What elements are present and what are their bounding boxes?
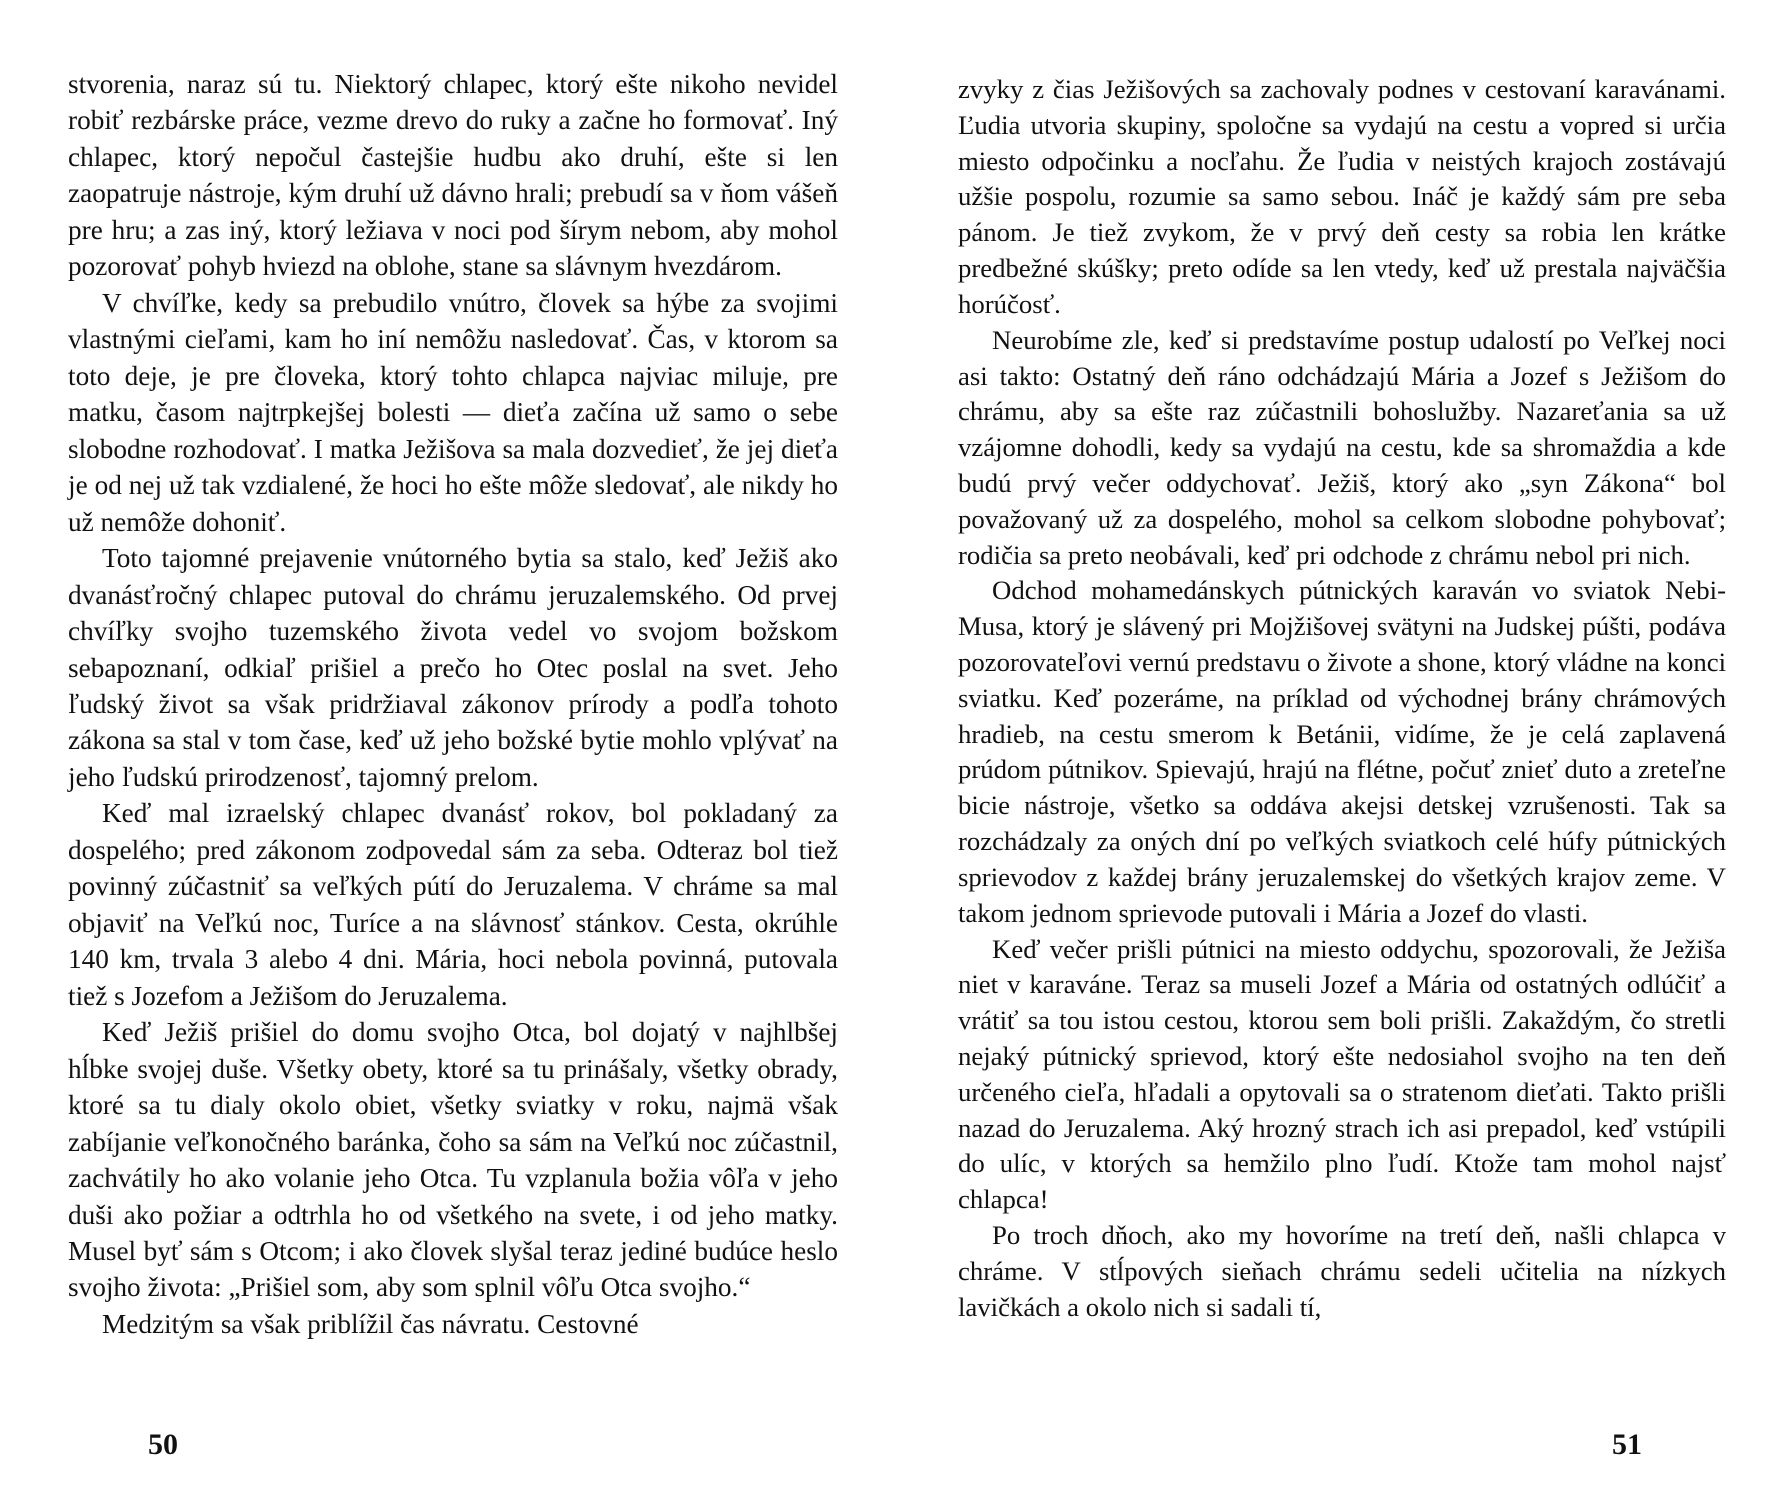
paragraph: Keď mal izraelský chlapec dvanásť rokov, bol pokladaný za dospelého; pred zákonom zodpovedal sám za seba. Odteraz bol tiež povinný zúčastniť sa veľkých pútí do Jeruzalema. V chráme sa mal objaviť na Veľkú noc, Turíce a na slávnosť stánkov. Cesta, okrúhle 140 km, trvala 3 alebo 4 dni. Mária, hoci nebola povinná, putovala tiež s Jozefom a Ježišom do Jeruzalema. — [68, 798, 838, 1011]
paragraph: Keď večer prišli pútnici na miesto oddychu, spozorovali, že Ježiša niet v karaváne. Teraz sa museli Jozef a Mária od ostatných odlúčiť a vrátiť sa tou istou cestou, ktorou sem boli prišli. Zakaždým, čo stretli nejaký pútnický sprievod, ktorý ešte nedosiahol svojho na ten deň určeného cieľa, hľadali a opytovali sa o stratenom dieťati. Takto prišli nazad do Jeruzalema. Aký hrozný strach ich asi prepadol, keď vstúpili do ulíc, v ktorých sa hemžilo plno ľudí. Ktože tam mohol najsť chlapca! — [958, 933, 1726, 1215]
paragraph: Odchod mohamedánskych pútnických karaván vo sviatok Nebi-Musa, ktorý je slávený pri Mojžišovej svätyni na Judskej púšti, podáva pozorovateľovi vernú predstavu o živote a shone, ktorý vládne na konci sviatku. Keď pozeráme, na príklad od východnej brány chrámových hradieb, na cestu smerom k Betánii, vidíme, že je celá zaplavená prúdom pútnikov. Spievajú, hrajú na flétne, počuť znieť duto a zreteľne bicie nástroje, všetko sa oddáva akejsi detskej vzrušenosti. Tak sa rozchádzaly za oných dní po veľkých sviatkoch celé húfy pútnických sprievodov z každej brány jeruzalemskej do všetkých krajov zeme. V takom jednom sprievode putovali i Mária a Jozef do vlasti. — [958, 575, 1726, 928]
right-page-body — [958, 72, 1726, 1325]
paragraph: Medzitým sa však priblížil čas návratu. Cestovné — [102, 1308, 639, 1339]
paragraph: zvyky z čias Ježišových sa zachovaly podnes v cestovaní karavánami. Ľudia utvoria skupiny, spoločne sa vydajú na cestu a vopred si určia miesto odpočinku a nocľahu. Že ľudia v neistých krajoch zostávajú užšie pospolu, rozumie sa samo sebou. Ináč je každý sám pre seba pánom. Je tiež zvykom, že v prvý deň cesty sa robia len krátke predbežné skúšky; preto odíde sa len vtedy, keď už prestala najväčšia horúčosť. — [958, 74, 1726, 319]
paragraph: Toto tajomné prejavenie vnútorného bytia sa stalo, keď Ježiš ako dvanásťročný chlapec putoval do chrámu jeruzalemského. Od prvej chvíľky svojho tuzemského života vedel vo svojom božskom sebapoznaní, odkiaľ prišiel a prečo ho Otec poslal na svet. Jeho ľudský život sa však pridržiaval zákonov prírody a podľa tohoto zákona sa stal v tom čase, keď už jeho božské bytie mohlo vplývať na jeho ľudskú prirodzenosť, tajomný prelom. — [68, 543, 838, 792]
paragraph: Keď Ježiš prišiel do domu svojho Otca, bol dojatý v najhlbšej hĺbke svojej duše. Všetky obety, ktoré sa tu prinášaly, všetky obrady, ktoré sa tu dialy okolo obiet, všetky sviatky v roku, najmä však zabíjanie veľkonočného baránka, čoho sa sám na Veľkú noc zúčastnil, zachvátily ho ako volanie jeho Otca. Tu vzplanula božia vôľa v jeho duši ako požiar a odtrhla ho od všetkého na svete, i od jeho matky. Musel byť sám s Otcom; i ako človek slyšal teraz jediné budúce heslo svojho života: „Prišiel som, aby som splnil vôľu Otca svojho.“ — [68, 1017, 838, 1303]
paragraph: Po troch dňoch, ako my hovoríme na tretí deň, našli chlapca v chráme. V stĺpových sieňach chrámu sedeli učitelia na nízkych lavičkách a okolo nich si sadali tí, — [958, 1220, 1726, 1322]
paragraph: stvorenia, naraz sú tu. Niektorý chlapec, ktorý ešte nikoho nevidel robiť rezbárske práce, vezme drevo do ruky a začne ho formovať. Iný chlapec, ktorý nepočul častejšie hudbu ako druhí, ešte si len zaopatruje nástroje, kým druhí už dávno hrali; prebudí sa v ňom vášeň pre hru; a zas iný, ktorý ležiava v noci pod šírym nebom, aby mohol pozorovať pohyb hviezd na oblohe, stane sa slávnym hvezdárom. — [68, 69, 838, 282]
page-number: 51 — [1612, 1428, 1642, 1461]
paragraph: V chvíľke, kedy sa prebudilo vnútro, človek sa hýbe za svojimi vlastnými cieľami, kam ho iní nemôžu nasledovať. Čas, v ktorom sa toto deje, je pre človeka, ktorý tohto chlapca najviac miluje, pre matku, časom najtrpkejšej bolesti — dieťa začína už samo o sebe slobodne rozhodovať. I matka Ježišova sa mala dozvedieť, že jej dieťa je od nej už tak vzdialené, že hoci ho ešte môže sledovať, ale nikdy ho už nemôže dohoniť. — [68, 287, 838, 537]
paragraph: Neurobíme zle, keď si predstavíme postup udalostí po Veľkej noci asi takto: Ostatný deň ráno odchádzajú Mária a Jozef s Ježišom do chrámu, aby sa ešte raz zúčastnili bohoslužby. Nazareťania sa už vzájomne dohodli, kedy sa vydajú na cestu, kde sa shromaždia a kde budú prvý večer oddychovať. Ježiš, ktorý ako „syn Zákona“ bol považovaný už za dospelého, mohol sa celkom slobodne pohybovať; rodičia sa preto neobávali, keď pri odchode z chrámu nebol pri nich. — [958, 324, 1726, 570]
page-number: 50 — [148, 1428, 178, 1461]
left-page-body — [68, 66, 838, 1342]
